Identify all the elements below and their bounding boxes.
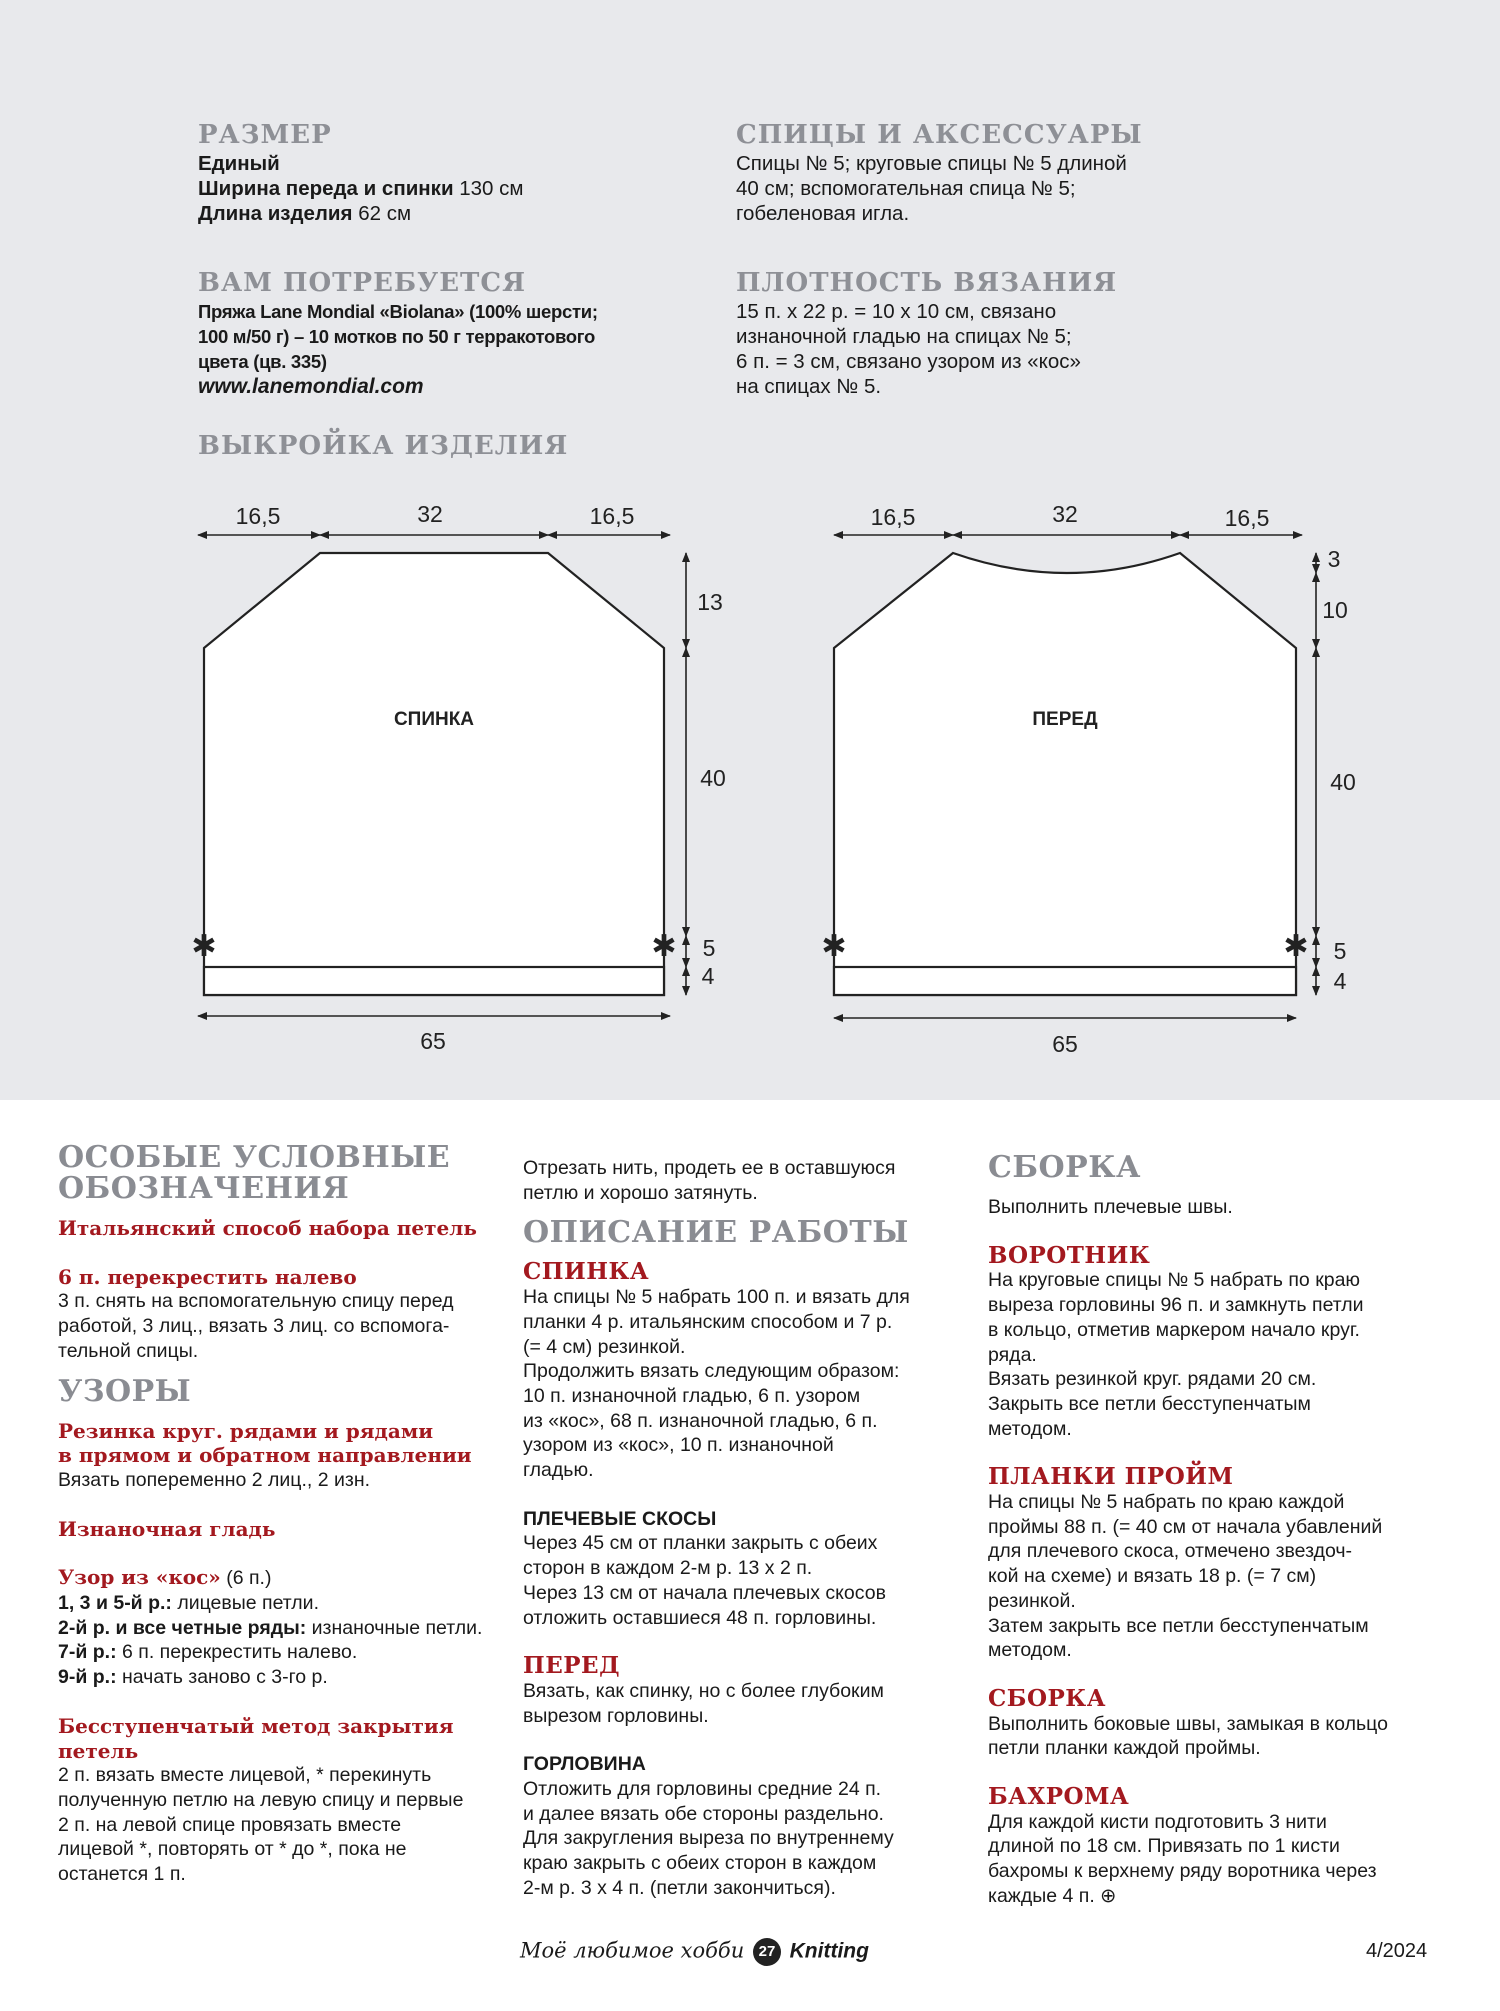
text-line: лицевой *, повторять от * до *, пока не [58,1838,407,1861]
dim-label: 65 [420,1028,446,1054]
dim-label: 16,5 [870,504,916,530]
text-line: 2 п. вязать вместе лицевой, * перекинуть [58,1764,432,1787]
text-line: На спицы № 5 набрать 100 п. и вязать для [523,1286,910,1309]
row-text: начать заново с 3-го р. [116,1666,328,1689]
text-line: планки 4 р. итальянским способом и 7 р. [523,1310,893,1333]
dim-label: 32 [1052,501,1078,527]
text-line: Для каждой кисти подготовить 3 нити [988,1810,1327,1833]
needles-line: 40 см; вспомогательная спица № 5; [736,177,1076,200]
sub-title: ГОРЛОВИНА [523,1753,646,1776]
text-line: Закрыть все петли бесступенчатым [988,1392,1311,1415]
section-heading: УЗОРЫ [58,1373,192,1409]
text-line: полученную петлю на левую спицу и первые [58,1788,464,1811]
section-name: Knitting [789,1939,869,1963]
text-line: (= 4 см) резинкой. [523,1335,686,1358]
text-line: и далее вязать обе стороны раздельно. [523,1802,884,1825]
term-title: Бесступенчатый метод закрытия [58,1713,454,1738]
back-label: СПИНКА [393,709,475,730]
term-title: петель [58,1738,139,1763]
needles-block [736,151,1127,226]
part-title: ВОРОТНИК [988,1241,1151,1269]
star-marker: ✱ [191,929,217,964]
column-3 [988,1152,1388,1909]
text-line: Отрезать нить, продеть ее в оставшуюся [523,1157,896,1179]
text-line: резинкой. [988,1589,1076,1612]
text-line: 3 п. снять на вспомогательную спицу перед [58,1290,454,1313]
text-line: На спицы № 5 набрать по краю каждой [988,1491,1345,1514]
term-title: Узор из «кос» [58,1565,221,1590]
text-line: отложить оставшиеся 48 п. горловины. [523,1606,877,1629]
brand-url: www.lanemondial.com [198,375,424,398]
gauge-heading: ПЛОТНОСТЬ ВЯЗАНИЯ [736,268,1118,298]
term-title: Резинка круг. рядами и рядами [58,1418,434,1443]
row-text: лицевые петли. [171,1592,319,1615]
part-title: СБОРКА [988,1684,1106,1712]
dim-label: 5 [702,935,716,961]
pattern-heading: ВЫКРОЙКА ИЗДЕЛИЯ [198,431,569,461]
materials-line: цвета (цв. 335) [198,351,327,372]
dim-label: 16,5 [1224,505,1270,531]
text-line: длиной по 18 см. Привязать по 1 кисти [988,1835,1340,1858]
dim-label: 40 [700,765,726,791]
text-line: сторон в каждом 2-м р. 13 х 2 п. [523,1557,813,1580]
dim-label: 3 [1327,546,1341,572]
dim-label: 10 [1322,597,1348,623]
magazine-title: Моё любимое хобби [520,1938,745,1963]
row-label: 2-й р. и все четные ряды: [58,1616,307,1639]
column-1 [58,1142,482,1887]
text-line: останется 1 п. [58,1863,186,1886]
text-line: вырезом горловины. [523,1704,709,1727]
text-line: узором из «кос», 10 п. изнаночной [523,1434,834,1457]
section-heading: ОБОЗНАЧЕНИЯ [58,1171,350,1206]
text-line: кой на схеме) и вязать 18 р. (= 7 см) [988,1565,1317,1588]
front-band [834,967,1296,995]
text-line: бахромы к верхнему ряду воротника через [988,1860,1377,1883]
text-line: Вязать резинкой круг. рядами 20 см. [988,1368,1317,1391]
text-line: тельной спицы. [58,1339,199,1362]
dim-label: 4 [701,963,715,989]
needles-line: гобеленовая игла. [736,202,910,225]
dim-label: 4 [1333,968,1347,994]
text-line: Через 45 см от планки закрыть с обеих [523,1532,878,1555]
width-value: 130 см [453,177,524,200]
text-line: Вязать попеременно 2 лиц., 2 изн. [58,1468,370,1491]
part-title: СПИНКА [523,1258,650,1286]
text-line: краю закрыть с обеих сторон в каждом [523,1852,877,1875]
front-label: ПЕРЕД [1032,709,1098,730]
gauge-line: на спицах № 5. [736,375,882,398]
term-title: в прямом и обратном направлении [58,1443,472,1468]
length-value: 62 см [352,202,412,225]
text-line: в кольцо, отметив маркером начало круг. [988,1318,1360,1341]
back-outline [204,553,664,995]
pattern-schematic [0,470,1500,1070]
text-line: 2 п. на левой спице провязать вместе [58,1813,402,1836]
text-line: ряда. [988,1343,1037,1366]
dim-label: 13 [697,589,723,615]
text-line: проймы 88 п. (= 40 см от начала убавлений [988,1515,1383,1538]
length-label: Длина изделия [198,202,353,225]
row-label: 1, 3 и 5-й р.: [58,1592,172,1615]
size-heading: РАЗМЕР [198,120,332,150]
page-number: 27 [753,1938,781,1966]
section-heading: ОПИСАНИЕ РАБОТЫ [523,1215,909,1251]
section-heading: СБОРКА [988,1150,1141,1185]
front-outline [834,553,1296,995]
text-line: методом. [988,1417,1072,1440]
row-label: 9-й р.: [58,1666,117,1689]
gauge-line: изнаночной гладью на спицах № 5; [736,325,1072,348]
page-footer [520,1938,869,1966]
text-line: 10 п. изнаночной гладью, 6 п. узором [523,1384,861,1407]
term-title: 6 п. перекрестить налево [58,1264,357,1289]
needles-line: Спицы № 5; круговые спицы № 5 длиной [736,152,1127,175]
part-title: ПЛАНКИ ПРОЙМ [988,1463,1234,1491]
star-marker: ✱ [651,929,677,964]
text-line: 2-м р. 3 х 4 п. (петли закончиться). [523,1876,836,1899]
text-line: каждые 4 п. ⊕ [988,1884,1117,1907]
dim-label: 16,5 [235,503,281,529]
needles-heading: СПИЦЫ И АКСЕССУАРЫ [736,120,1143,150]
size-line: Единый [198,152,280,175]
materials-line: Пряжа Lane Mondial «Biolana» (100% шерсти; [198,301,598,322]
section-heading: ОСОБЫЕ УСЛОВНЫЕ [58,1140,451,1175]
text-line: Затем закрыть все петли бесступенчатым [988,1614,1369,1637]
back-band [204,967,664,995]
gauge-block [736,299,1081,399]
materials-heading: ВАМ ПОТРЕБУЕТСЯ [198,268,527,298]
part-title: ПЕРЕД [523,1652,621,1680]
text-line: для плечевого скоса, отмечено звездоч- [988,1540,1353,1563]
dim-label: 65 [1052,1031,1078,1057]
materials-line: 100 м/50 г) – 10 мотков по 50 г терракотового [198,326,595,347]
dim-label: 40 [1330,769,1356,795]
row-label: 7-й р.: [58,1641,117,1664]
row-text: 6 п. перекрестить налево. [116,1641,358,1664]
text-line: Выполнить плечевые швы. [988,1196,1233,1218]
size-block [198,151,524,226]
term-title: Итальянский способ набора петель [58,1216,477,1240]
dim-label: 32 [417,501,443,527]
text-line: работой, 3 лиц., вязать 3 лиц. со вспомога- [58,1315,450,1338]
gauge-line: 6 п. = 3 см, связано узором из «кос» [736,350,1081,373]
star-marker: ✱ [821,929,847,964]
text-line: Для закругления выреза по внутреннему [523,1827,894,1850]
term-title: Изнаночная гладь [58,1516,276,1541]
column-2 [523,1156,910,1901]
star-marker: ✱ [1283,929,1309,964]
text-line: (6 п.) [220,1567,272,1590]
text-line: Продолжить вязать следующим образом: [523,1360,900,1383]
width-label: Ширина переда и спинки [198,177,454,200]
materials-block [198,299,598,399]
text-line: из «кос», 68 п. изнаночной гладью, 6 п. [523,1409,878,1432]
row-text: изнаночные петли. [306,1616,483,1639]
part-title: БАХРОМА [988,1783,1130,1811]
text-line: Вязать, как спинку, но с более глубоким [523,1679,884,1702]
text-line: петлю и хорошо затянуть. [523,1181,758,1204]
text-line: Отложить для горловины средние 24 п. [523,1778,882,1801]
text-line: На круговые спицы № 5 набрать по краю [988,1269,1361,1292]
text-line: гладью. [523,1459,594,1482]
text-line: выреза горловины 96 п. и замкнуть петли [988,1294,1364,1317]
text-line: методом. [988,1639,1072,1662]
sub-title: ПЛЕЧЕВЫЕ СКОСЫ [523,1507,717,1530]
issue-number: 4/2024 [1366,1940,1428,1962]
dim-label: 5 [1333,938,1347,964]
dim-label: 16,5 [589,503,635,529]
gauge-line: 15 п. х 22 р. = 10 х 10 см, связано [736,300,1057,323]
text-line: Выполнить боковые швы, замыкая в кольцо [988,1712,1388,1735]
text-line: Через 13 см от начала плечевых скосов [523,1581,886,1604]
text-line: петли планки каждой проймы. [988,1737,1261,1760]
